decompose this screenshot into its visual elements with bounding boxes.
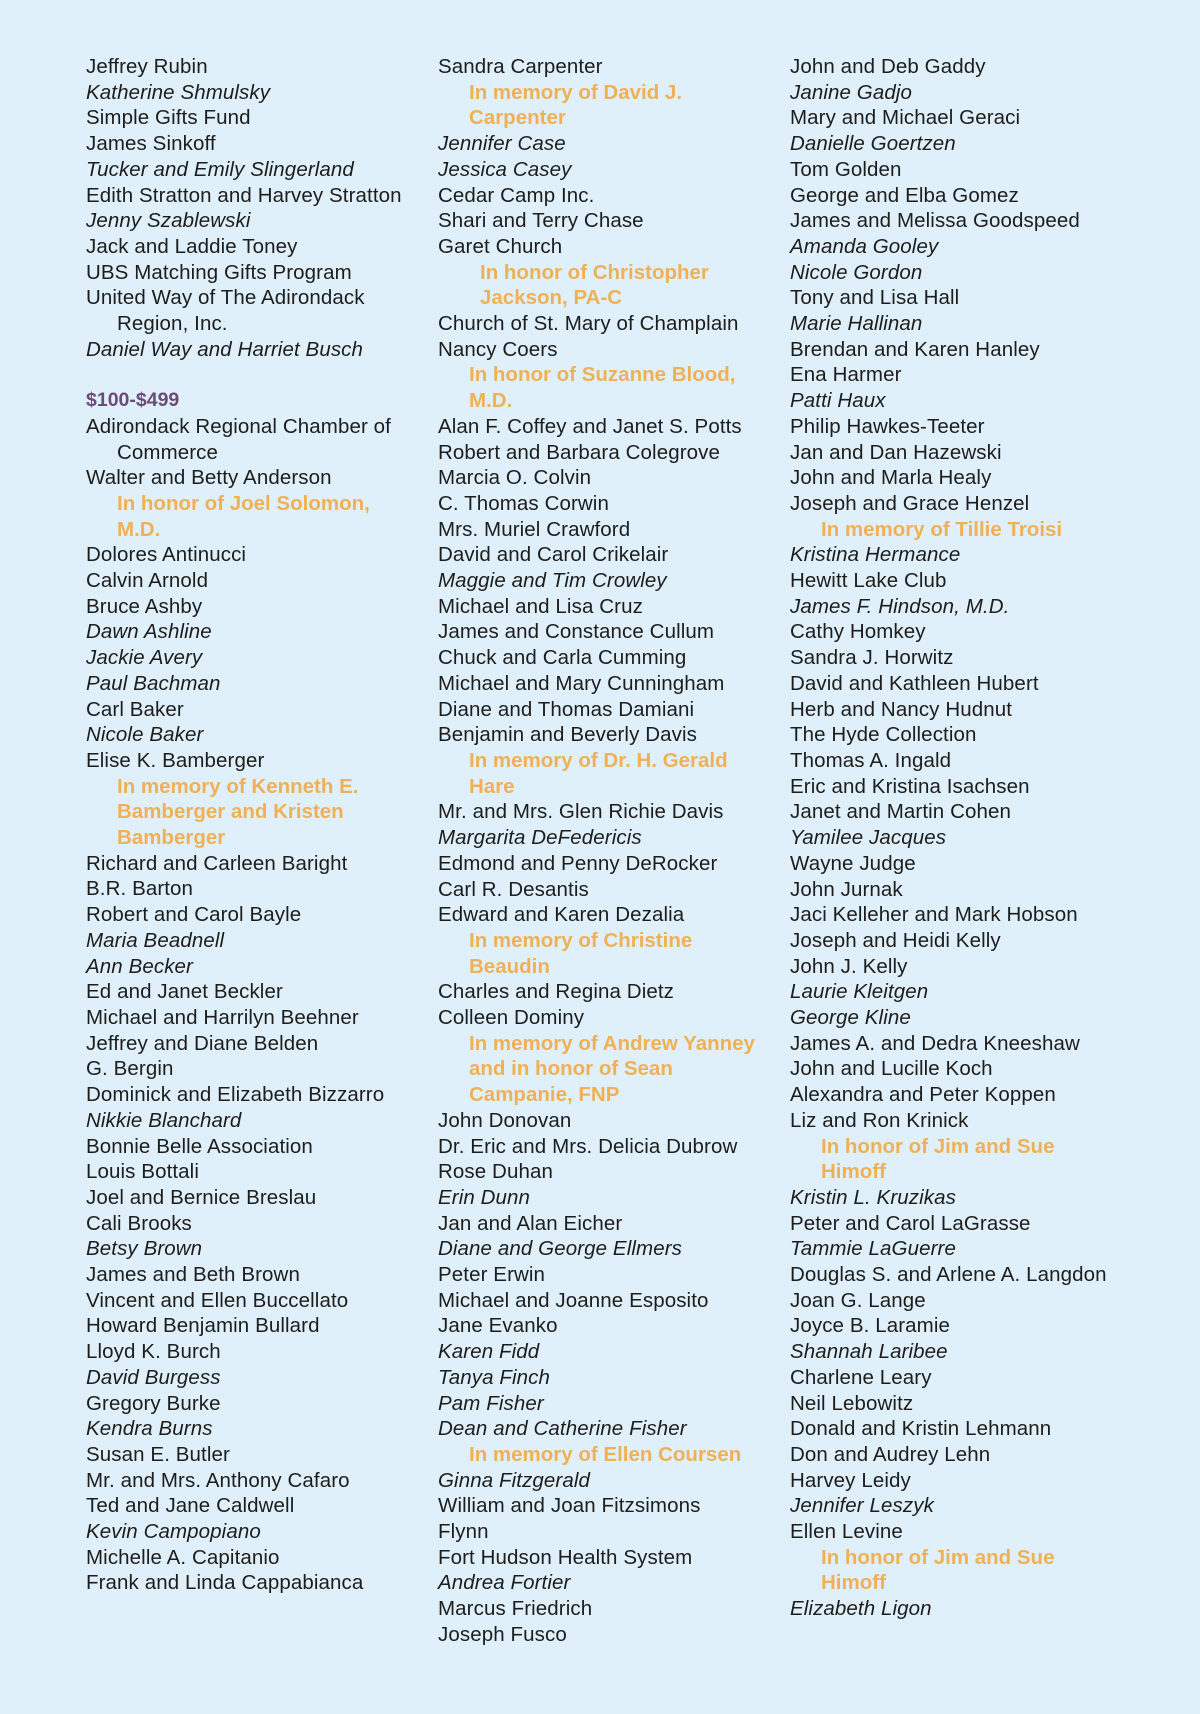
donor-entry: Joan G. Lange [790,1288,926,1312]
donor-entry: Bruce Ashby [86,594,203,618]
donor-entry: Frank and Linda Cappabianca [86,1571,364,1595]
donor-entry: Karen Fidd [438,1340,540,1364]
donor-entry: Betsy Brown [86,1237,203,1261]
donor-entry: Cedar Camp Inc. [438,183,595,207]
donor-entry: John and Deb Gaddy [790,55,986,78]
donor-entry: Mr. and Mrs. Anthony Cafaro [86,1468,350,1492]
donor-entry: Marcus Friedrich [438,1597,593,1621]
donor-entry: Robert and Barbara Colegrove [438,440,720,464]
donor-entry: Jeffrey Rubin [86,55,208,78]
donor-entry: G. Bergin [86,1057,174,1081]
donor-entry: William and Joan Fitzsimons [438,1494,701,1518]
donor-entry: George Kline [790,1006,911,1030]
donor-entry: Danielle Goertzen [790,132,956,156]
donor-entry: Diane and Thomas Damiani [438,697,695,721]
donor-entry: Michael and Mary Cunningham [438,671,725,695]
donor-entry: Jenny Szablewski [86,209,251,233]
donor-entry: Flynn [438,1520,489,1544]
donor-entry: Ellen Levine [790,1520,903,1544]
donor-entry: Kendra Burns [86,1417,213,1441]
donor-entry: Marcia O. Colvin [438,466,592,490]
donor-column-2 [438,54,768,1648]
donor-entry: Joel and Bernice Breslau [86,1185,317,1209]
donor-entry: Brendan and Karen Hanley [790,337,1040,361]
donor-entry: Ed and Janet Beckler [86,980,283,1004]
donor-entry: Mr. and Mrs. Glen Richie Davis [438,800,724,824]
tribute-note: In memory of Tillie Troisi [821,517,1063,541]
donor-entry: James and Melissa Goodspeed [790,209,1080,233]
donor-entry: Joyce B. Laramie [790,1314,950,1338]
donor-entry: Maria Beadnell [86,928,225,952]
donor-entry: Mary and Michael Geraci [790,106,1021,130]
donor-entry: Garet Church [438,234,563,258]
donor-entry: Jeffrey and Diane Belden [86,1031,319,1055]
tribute-note: In memory of David J. Carpenter [469,80,683,130]
donor-entry: Charles and Regina Dietz [438,980,674,1004]
donor-entry: UBS Matching Gifts Program [86,260,352,284]
donor-entry: Michael and Lisa Cruz [438,594,643,618]
donor-entry: Calvin Arnold [86,569,209,593]
donor-entry: Church of St. Mary of Champlain [438,312,739,336]
donor-entry: John Donovan [438,1108,572,1132]
donor-entry: Nicole Baker [86,723,204,747]
donor-entry: Robert and Carol Bayle [86,903,302,927]
donor-entry: Rose Duhan [438,1160,553,1184]
donor-entry: Tom Golden [790,157,902,181]
donor-entry: Howard Benjamin Bullard [86,1314,320,1338]
tribute-note: In honor of Jim and Sue Himoff [821,1545,1055,1595]
tribute-note: In honor of Suzanne Blood, M.D. [469,363,736,413]
donor-entry: Yamilee Jacques [790,826,947,850]
donor-entry: Ted and Jane Caldwell [86,1494,295,1518]
donor-entry: James and Beth Brown [86,1263,300,1287]
donor-entry: Michael and Joanne Esposito [438,1288,709,1312]
donor-column-3 [790,54,1150,1622]
tribute-note: In memory of Christine Beaudin [469,928,693,978]
donor-entry: David and Carol Crikelair [438,543,669,567]
donor-entry: John and Lucille Koch [790,1057,993,1081]
donor-entry: Cathy Homkey [790,620,926,644]
donor-entry: Ann Becker [86,954,193,978]
donor-entry: Philip Hawkes-Teeter [790,414,985,438]
donor-entry: Jennifer Case [438,132,566,156]
donor-entry: Laurie Kleitgen [790,980,929,1004]
donor-entry: Charlene Leary [790,1365,932,1389]
donor-entry: Pam Fisher [438,1391,544,1415]
donor-entry: Shannah Laribee [790,1340,948,1364]
donor-entry: Dawn Ashline [86,620,212,644]
tribute-note: In memory of Kenneth E. Bamberger and Kristen Bamberger [117,774,359,850]
tribute-note: In memory of Dr. H. Gerald Hare [469,748,728,798]
donor-entry: Sandra Carpenter [438,55,603,78]
donor-entry: Alexandra and Peter Koppen [790,1083,1056,1107]
donor-entry: Janine Gadjo [790,80,913,104]
donor-entry: Don and Audrey Lehn [790,1442,991,1466]
donor-entry: Nancy Coers [438,337,558,361]
donor-entry: Dominick and Elizabeth Bizzarro [86,1083,385,1107]
donor-entry: Erin Dunn [438,1185,531,1209]
donor-entry: C. Thomas Corwin [438,491,609,515]
donor-entry: Jane Evanko [438,1314,558,1338]
donor-entry: Michelle A. Capitanio [86,1545,280,1569]
tribute-note: In honor of Christopher Jackson, PA-C [480,260,709,310]
donor-entry: Adirondack Regional Chamber of Commerce [86,414,391,464]
donor-entry: Tony and Lisa Hall [790,286,960,310]
donor-entry: Kristina Hermance [790,543,961,567]
tribute-note: In memory of Ellen Coursen [469,1442,742,1466]
donor-entry: B.R. Barton [86,877,194,901]
donor-entry: Chuck and Carla Cumming [438,646,687,670]
donor-entry: Margarita DeFedericis [438,826,642,850]
donor-entry: Daniel Way and Harriet Busch [86,337,364,361]
donor-entry: Edward and Karen Dezalia [438,903,685,927]
donor-entry: Diane and George Ellmers [438,1237,682,1261]
tribute-note: In honor of Joel Solomon, M.D. [117,491,370,541]
donor-entry: Alan F. Coffey and Janet S. Potts [438,414,742,438]
donor-entry: Louis Bottali [86,1160,199,1184]
donor-entry: John and Marla Healy [790,466,992,490]
donor-entry: Harvey Leidy [790,1468,911,1492]
donor-entry: Kevin Campopiano [86,1520,261,1544]
donor-entry: Herb and Nancy Hudnut [790,697,1013,721]
donor-entry: Jack and Laddie Toney [86,234,298,258]
donor-entry: Bonnie Belle Association [86,1134,313,1158]
donor-entry: Peter Erwin [438,1263,546,1287]
donor-entry: Patti Haux [790,389,886,413]
donor-entry: James F. Hindson, M.D. [790,594,1010,618]
donor-entry: David Burgess [86,1365,221,1389]
donor-entry: Amanda Gooley [790,234,939,258]
tribute-note: In memory of Andrew Yanney and in honor of Sean Campanie, FNP [469,1031,755,1107]
donor-entry: Marie Hallinan [790,312,923,336]
donor-entry: Tucker and Emily Slingerland [86,157,354,181]
donor-entry: Liz and Ron Krinick [790,1108,969,1132]
donor-entry: Walter and Betty Anderson [86,466,332,490]
donor-entry: Nicole Gordon [790,260,923,284]
donor-entry: Richard and Carleen Baright [86,851,348,875]
donor-entry: Elizabeth Ligon [790,1597,932,1621]
donor-entry: Jaci Kelleher and Mark Hobson [790,903,1078,927]
donor-entry: Donald and Kristin Lehmann [790,1417,1052,1441]
donor-entry: James Sinkoff [86,132,216,156]
donor-entry: The Hyde Collection [790,723,977,747]
donor-entry: Michael and Harrilyn Beehner [86,1006,359,1029]
donor-entry: Peter and Carol LaGrasse [790,1211,1031,1235]
donor-entry: Kristin L. Kruzikas [790,1185,956,1209]
donor-entry: Paul Bachman [86,671,221,695]
tribute-note: In honor of Jim and Sue Himoff [821,1134,1055,1184]
donor-entry: James and Constance Cullum [438,620,715,644]
donor-entry: Sandra J. Horwitz [790,646,954,670]
donor-entry: Ginna Fitzgerald [438,1468,591,1492]
donation-range-heading: $100-$499 [86,389,180,412]
donor-entry: Thomas A. Ingald [790,748,952,772]
donor-entry: Nikkie Blanchard [86,1108,242,1132]
donor-entry: Eric and Kristina Isachsen [790,774,1030,798]
donor-entry: Cali Brooks [86,1211,192,1235]
donor-entry: Janet and Martin Cohen [790,800,1012,824]
donor-entry: John J. Kelly [790,954,908,978]
donor-entry: Jan and Alan Eicher [438,1211,623,1235]
donor-entry: Andrea Fortier [438,1571,571,1595]
donor-entry: Edmond and Penny DeRocker [438,851,718,875]
donor-entry: Edith Stratton and Harvey Stratton [86,183,402,207]
donor-entry: Joseph Fusco [438,1622,567,1646]
donor-entry: Jan and Dan Hazewski [790,440,1002,464]
donor-entry: Jennifer Leszyk [790,1494,934,1518]
donor-entry: Fort Hudson Health System [438,1545,693,1569]
donor-entry: Tammie LaGuerre [790,1237,956,1261]
donor-entry: United Way of The Adirondack Region, Inc. [86,286,365,336]
donor-entry: Dean and Catherine Fisher [438,1417,687,1441]
donor-entry: George and Elba Gomez [790,183,1019,207]
donor-entry: Simple Gifts Fund [86,106,251,130]
donor-entry: Jessica Casey [438,157,572,181]
donor-entry: Elise K. Bamberger [86,748,265,772]
donor-entry: Dr. Eric and Mrs. Delicia Dubrow [438,1134,738,1158]
donor-entry: John Jurnak [790,877,903,901]
donor-entry: Douglas S. and Arlene A. Langdon [790,1263,1107,1287]
donor-entry: Shari and Terry Chase [438,209,644,233]
donor-column-1 [86,54,416,1596]
donor-entry: Dolores Antinucci [86,543,247,567]
donor-entry: Tanya Finch [438,1365,551,1389]
donor-entry: Colleen Dominy [438,1006,585,1030]
donor-entry: Carl Baker [86,697,184,721]
donor-entry: Jackie Avery [86,646,203,670]
donor-entry: Neil Lebowitz [790,1391,914,1415]
donor-entry: James A. and Dedra Kneeshaw [790,1031,1080,1055]
donor-entry: Katherine Shmulsky [86,80,271,104]
donor-entry: David and Kathleen Hubert [790,671,1039,695]
donor-entry: Lloyd K. Burch [86,1340,221,1364]
donor-entry: Mrs. Muriel Crawford [438,517,631,541]
donor-entry: Carl R. Desantis [438,877,589,901]
donor-entry: Joseph and Heidi Kelly [790,928,1001,952]
donor-entry: Joseph and Grace Henzel [790,491,1030,515]
donor-entry: Susan E. Butler [86,1442,230,1466]
donor-entry: Maggie and Tim Crowley [438,569,667,593]
donor-entry: Vincent and Ellen Buccellato [86,1288,349,1312]
donor-entry: Gregory Burke [86,1391,221,1415]
donor-entry: Hewitt Lake Club [790,569,947,593]
donor-entry: Benjamin and Beverly Davis [438,723,697,747]
donor-entry: Wayne Judge [790,851,916,875]
donor-entry: Ena Harmer [790,363,902,387]
